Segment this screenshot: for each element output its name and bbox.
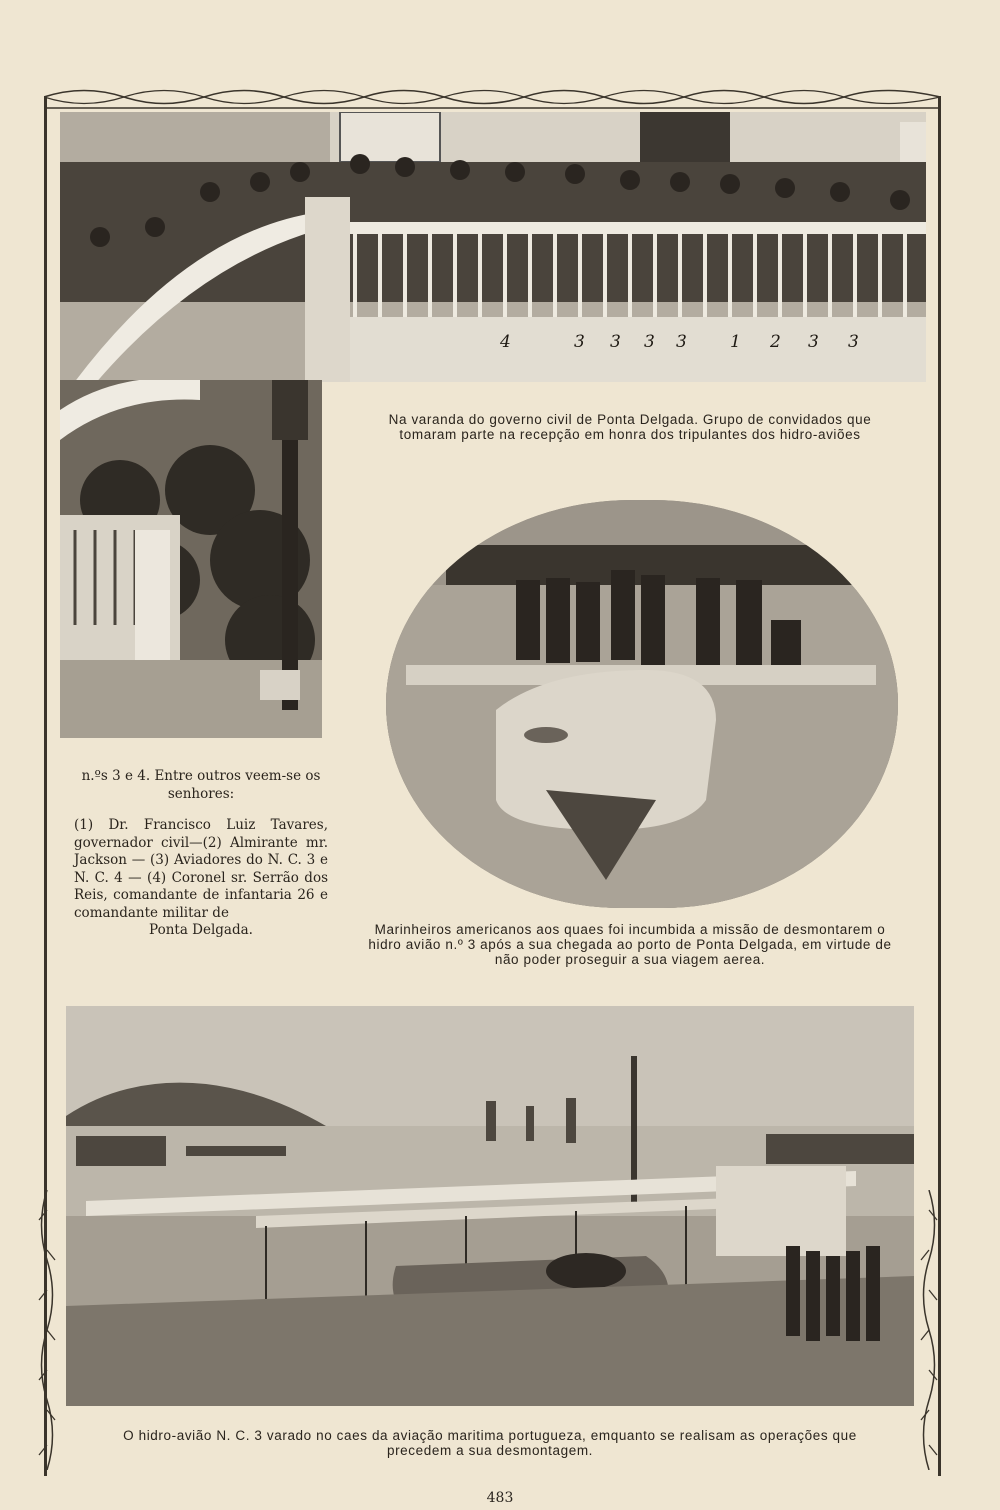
ref-number: 3 <box>644 332 655 352</box>
side-text-column <box>74 768 328 954</box>
sailors-on-hull-photo <box>386 500 898 908</box>
vine-ornament-right <box>916 1190 942 1470</box>
photo-reference-numbers <box>490 332 870 354</box>
page-number: 483 <box>486 1490 514 1506</box>
staircase-lamp-photo <box>60 380 322 738</box>
side-text-list-body: (1) Dr. Francisco Luiz Tavares, governador civil—(2) Almirante mr. Jackson — (3) Aviadores do N. C. 3 e N. C. 4 — (4) Coronel sr. Serrão dos Reis, comandante de infantaria 26 e comandante militar de <box>74 817 328 921</box>
vine-ornament-left <box>34 1190 60 1470</box>
ref-number: 2 <box>770 332 781 352</box>
seaplane-caption: O hidro-avião N. C. 3 varado no caes da aviação maritima portugueza, emquanto se realisam as operações que precedem a sua desmontagem. <box>123 1428 857 1458</box>
ref-number: 3 <box>574 332 585 352</box>
ornamental-top-border <box>44 84 940 110</box>
side-text-list-end: Ponta Delgada. <box>149 922 253 938</box>
balcony-caption: Na varanda do governo civil de Ponta Delgada. Grupo de convidados que tomaram parte na recepção em honra dos tripulantes dos hidro-aviões <box>388 412 872 442</box>
side-text-list <box>74 817 328 940</box>
ref-number: 1 <box>730 332 741 352</box>
side-text-intro: n.ºs 3 e 4. Entre outros veem-se os senhores: <box>81 768 321 802</box>
ref-number: 4 <box>500 332 511 352</box>
sailors-caption: Marinheiros americanos aos quaes foi incumbida a missão de desmontarem o hidro avião n.º 3 após a sua chegada ao porto de Ponta Delgada, em virtude de não poder proseguir a sua viagem aerea. <box>368 922 892 967</box>
ref-number: 3 <box>676 332 687 352</box>
ref-number: 3 <box>848 332 859 352</box>
seaplane-nc3-photo <box>66 1006 914 1406</box>
ref-number: 3 <box>808 332 819 352</box>
ref-number: 3 <box>610 332 621 352</box>
